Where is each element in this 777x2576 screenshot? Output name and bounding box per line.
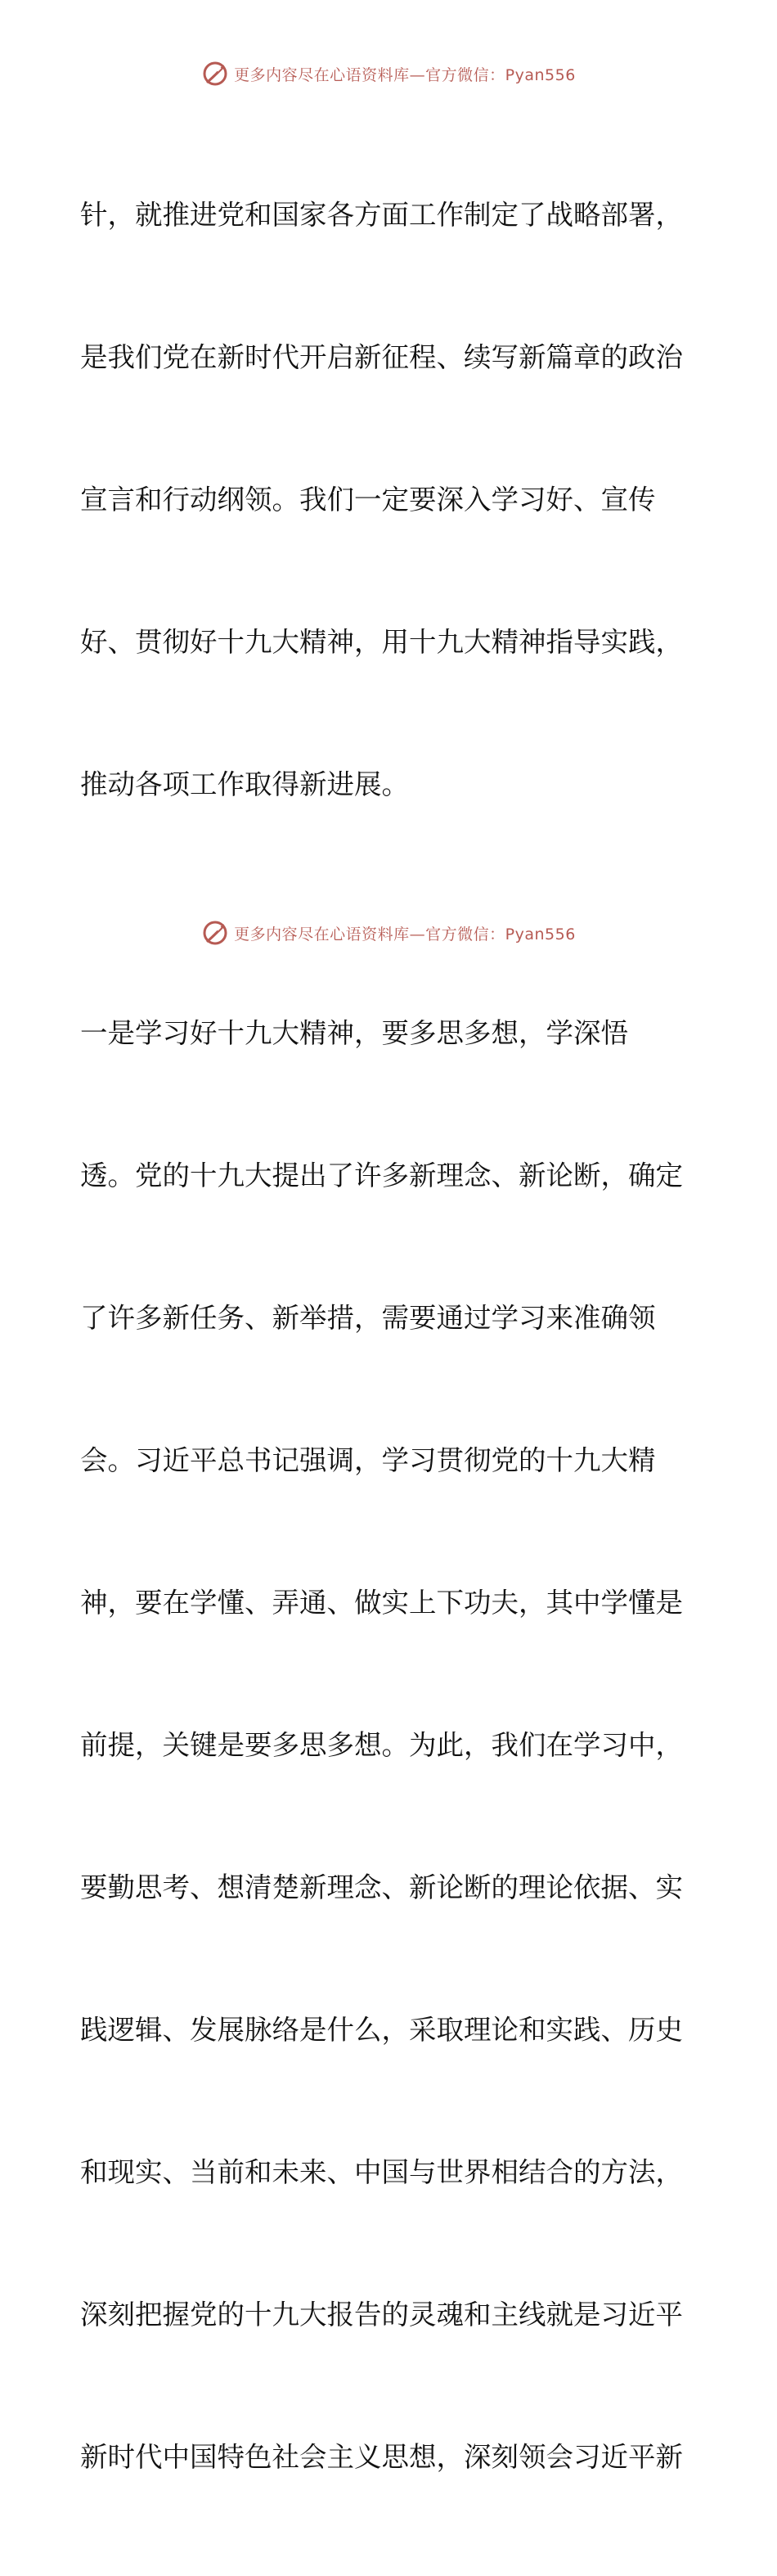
footer-watermark-id: Pyan556 bbox=[505, 925, 576, 943]
text-line: 会。习近平总书记强调，学习贯彻党的十九大精 bbox=[80, 1444, 656, 1476]
text-line: 践逻辑、发展脉络是什么，采取理论和实践、历史 bbox=[80, 2014, 683, 2046]
text-line: 是我们党在新时代开启新征程、续写新篇章的政治 bbox=[80, 341, 683, 373]
text-line: 神，要在学懂、弄通、做实上下功夫，其中学懂是 bbox=[80, 1587, 683, 1619]
paragraph-2 bbox=[80, 915, 702, 2576]
text-line: 透。党的十九大提出了许多新理念、新论断，确定 bbox=[80, 1160, 683, 1191]
text-line: 新时代中国特色社会主义思想，深刻领会习近平新 bbox=[80, 2441, 683, 2473]
text-line: 了许多新任务、新举措，需要通过学习来准确领 bbox=[80, 1302, 656, 1334]
document-body bbox=[80, 97, 702, 2576]
pen-logo-icon bbox=[201, 919, 229, 947]
text-line: 前提，关键是要多思多想。为此，我们在学习中， bbox=[80, 1729, 683, 1761]
header-watermark-text: 更多内容尽在心语资料库—官方微信： bbox=[234, 65, 505, 84]
footer-watermark-text: 更多内容尽在心语资料库—官方微信： bbox=[234, 925, 505, 943]
header-watermark bbox=[0, 57, 777, 90]
text-line: 一是学习好十九大精神，要多思多想，学深悟 bbox=[80, 1017, 628, 1049]
text-line: 好、贯彻好十九大精神，用十九大精神指导实践， bbox=[80, 626, 683, 658]
text-line: 推动各项工作取得新进展。 bbox=[80, 768, 409, 800]
text-line: 要勤思考、想清楚新理念、新论断的理论依据、实 bbox=[80, 1871, 683, 1903]
text-line: 宣言和行动纲领。我们一定要深入学习好、宣传 bbox=[80, 484, 656, 516]
text-line: 和现实、当前和未来、中国与世界相结合的方法， bbox=[80, 2156, 683, 2188]
pen-logo-icon bbox=[201, 60, 229, 88]
header-watermark-id: Pyan556 bbox=[505, 65, 576, 84]
footer-watermark bbox=[0, 916, 777, 949]
text-line: 深刻把握党的十九大报告的灵魂和主线就是习近平 bbox=[80, 2299, 683, 2331]
text-line: 针，就推进党和国家各方面工作制定了战略部署， bbox=[80, 199, 683, 231]
paragraph-1 bbox=[80, 97, 702, 903]
